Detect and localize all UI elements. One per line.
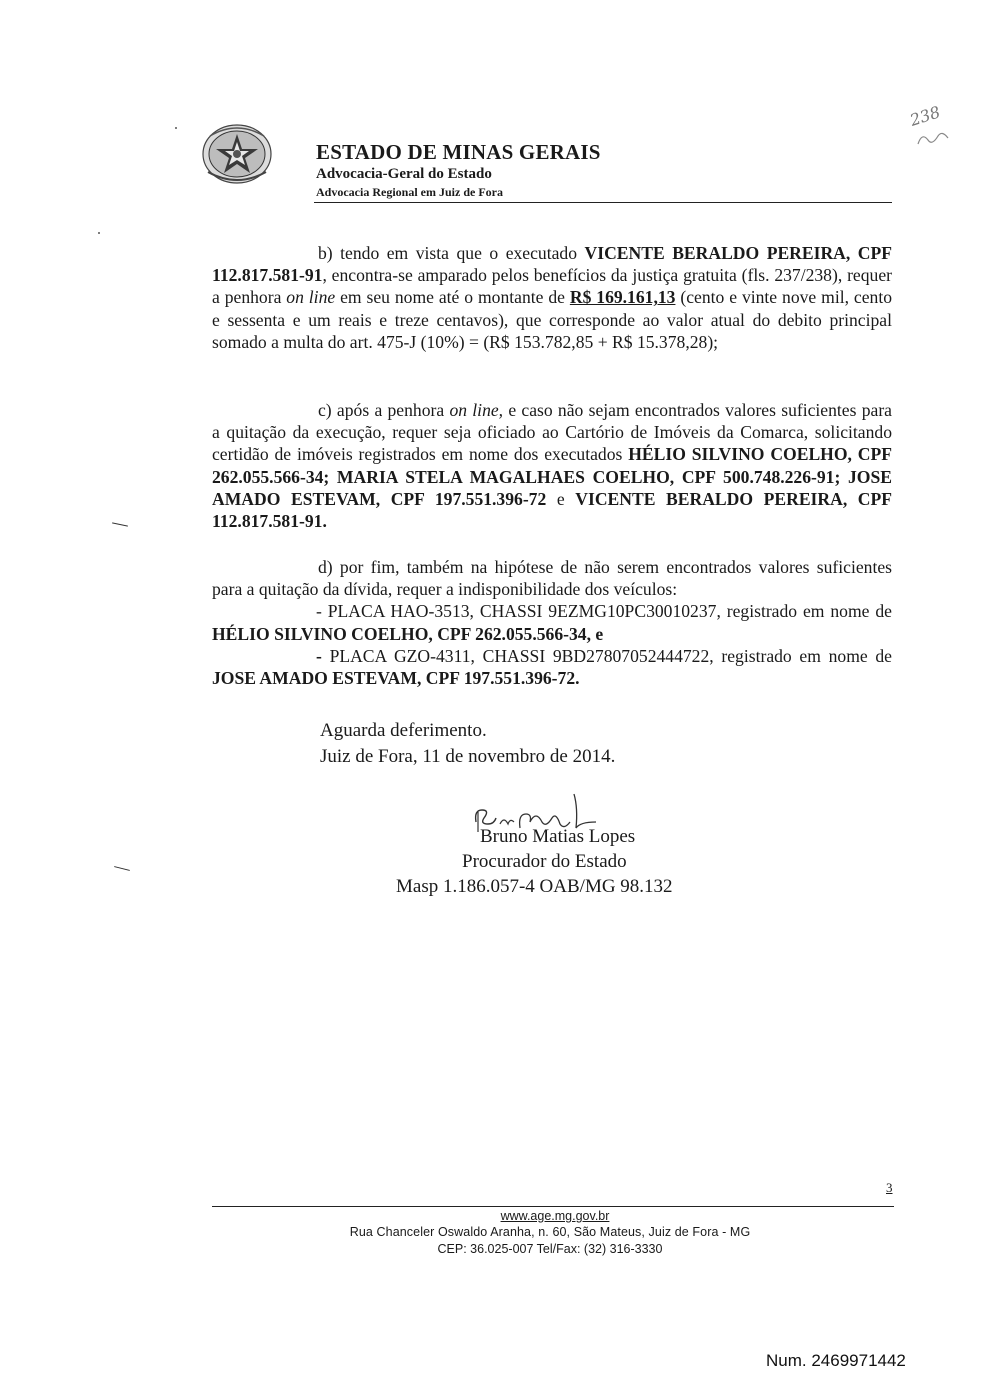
footer-contact: CEP: 36.025-007 Tel/Fax: (32) 316-3330 <box>437 1242 663 1256</box>
vehicle-item-1 <box>212 600 892 644</box>
state-coat-of-arms <box>200 122 274 186</box>
vehicle-1-text: - PLACA HAO-3513, CHASSI 9EZMG10PC30010237, registrado em nome de <box>316 601 892 622</box>
para-b-text-2: , encontra-se amparado pelos benefícios da justiça gratuita (fls. 237/238), requer a penhora <box>212 265 892 308</box>
para-c-online: on line, <box>449 400 504 420</box>
document-number: Num. 2469971442 <box>766 1351 906 1370</box>
footer-divider <box>212 1206 894 1207</box>
header-agency: Advocacia-Geral do Estado <box>316 166 492 182</box>
paragraph-d <box>212 556 892 689</box>
closing-date-place: Juiz de Fora, 11 de novembro de 2014. <box>320 746 616 767</box>
vehicle-2-owner: JOSE AMADO ESTEVAM, CPF 197.551.396-72. <box>212 668 580 689</box>
signer-role: Procurador do Estado <box>462 851 627 872</box>
para-c-text-1: c) após a penhora <box>318 400 450 420</box>
scan-speck <box>175 127 177 129</box>
header-divider <box>314 202 892 203</box>
para-d-text-1: d) por fim, também na hipótese de não serem encontrados valores suficientes para a quitação da dívida, requer a indisponibilidade dos veículos: <box>212 557 892 600</box>
para-c-text-2: e caso não sejam encontrados valores suficientes para a quitação da execução, requer seja oficiado ao Cartório de Imóveis da Comarca, solicitando certidão de imóveis registrados em nome dos executados <box>212 400 892 465</box>
para-b-online: on line <box>286 287 336 308</box>
para-b-text-3: em seu nome até o montante de <box>335 287 570 308</box>
para-d-intro <box>212 556 892 600</box>
para-c-executados: HÉLIO SILVINO COELHO, CPF 262.055.566-34; MARIA STELA MAGALHAES COELHO, CPF 500.748.226-91; JOSE AMADO ESTEVAM, CPF 197.551.396-72 <box>212 444 892 509</box>
margin-mark <box>112 522 128 526</box>
para-b-text-4: (cento e vinte nove mil, cento e sessenta e um reais e treze centavos), que corresponde ao valor atual do debito principal somado a multa do art. 475-J (10%) = (R$ 153.782,85 + R$ 15.378,28); <box>212 287 893 352</box>
footer-website-link[interactable]: www.age.mg.gov.br <box>500 1209 610 1223</box>
handwritten-page-note <box>900 96 970 156</box>
vehicle-2-text: PLACA GZO-4311, CHASSI 9BD27807052444722, registrado em nome de <box>329 645 892 666</box>
footer-address: Rua Chanceler Oswaldo Aranha, n. 60, São Mateus, Juiz de Fora - MG <box>349 1225 751 1239</box>
page-number: 3 <box>886 1180 893 1195</box>
paragraph-c <box>212 399 892 532</box>
signer-registration: Masp 1.186.057-4 OAB/MG 98.132 <box>396 876 673 897</box>
para-b-text-1: b) tendo em vista que o executado <box>318 243 585 263</box>
paragraph-b <box>212 242 892 353</box>
closing-request: Aguarda deferimento. <box>320 720 487 741</box>
handwritten-note-text: 238 <box>907 102 943 130</box>
margin-mark <box>114 866 130 871</box>
vehicle-1-owner: HÉLIO SILVINO COELHO, CPF 262.055.566-34, e <box>212 623 604 644</box>
para-c-text-3: e <box>546 488 576 509</box>
header-office: Advocacia Regional em Juiz de Fora <box>316 185 503 199</box>
vehicle-2-dash: - <box>316 645 330 666</box>
signer-name: Bruno Matias Lopes <box>480 826 636 847</box>
header-state-title: ESTADO DE MINAS GERAIS <box>316 140 601 164</box>
vehicle-item-2 <box>212 645 892 689</box>
scan-speck <box>98 232 100 234</box>
para-c-executado-last: VICENTE BERALDO PEREIRA, CPF 112.817.581-91. <box>212 488 892 532</box>
para-b-amount: R$ 169.161,13 <box>569 287 676 308</box>
para-b-executado: VICENTE BERALDO PEREIRA, CPF 112.817.581-91 <box>212 243 892 286</box>
